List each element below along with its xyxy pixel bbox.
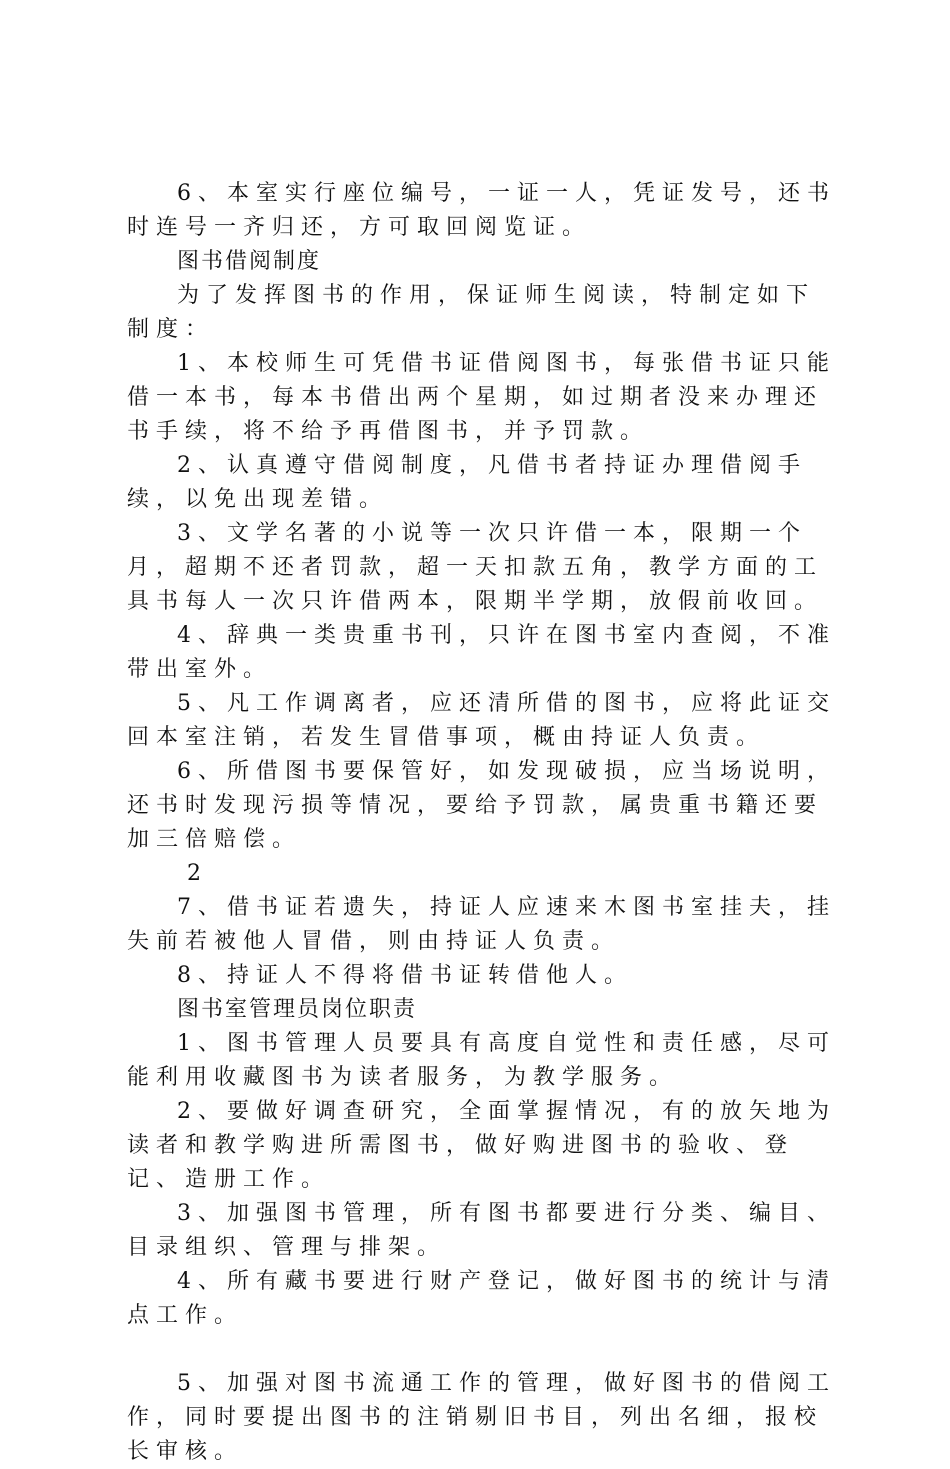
reading-room-rule-6: 6、本室实行座位编号，一证一人，凭证发号，还书时连号一齐归还，方可取回阅览证。 xyxy=(127,181,836,240)
section-heading-borrowing: 图书借阅制度 xyxy=(177,249,322,274)
borrowing-rule-4: 4、辞典一类贵重书刊，只许在图书室内查阅，不准带出室外。 xyxy=(127,623,836,682)
page-number: 2 xyxy=(187,861,201,886)
librarian-duty-5: 5、加强对图书流通工作的管理，做好图书的借阅工作，同时要提出图书的注销剔旧书目，列出名细，报校长审核。 xyxy=(127,1371,836,1464)
borrowing-rule-6: 6、所借图书要保管好，如发现破损，应当场说明，还书时发现污损等情况，要给予罚款，属贵重书籍还要加三倍赔偿。 xyxy=(127,759,836,852)
document-body xyxy=(127,177,837,1469)
paragraph-gap xyxy=(127,1333,837,1367)
librarian-duty-3: 3、加强图书管理，所有图书都要进行分类、编目、目录组织、管理与排架。 xyxy=(127,1201,836,1260)
borrowing-rule-7: 7、借书证若遗失，持证人应速来木图书室挂夫，挂失前若被他人冒借，则由持证人负责。 xyxy=(127,895,836,954)
librarian-duty-2: 2、要做好调查研究，全面掌握情况，有的放矢地为读者和教学购进所需图书，做好购进图书的验收、登记、造册工作。 xyxy=(127,1099,836,1192)
borrowing-intro: 为了发挥图书的作用，保证师生阅读，特制定如下制度： xyxy=(127,283,816,342)
librarian-duty-1: 1、图书管理人员要具有高度自觉性和责任感，尽可能利用收藏图书为读者服务，为教学服务。 xyxy=(127,1031,836,1090)
borrowing-rule-3: 3、文学名著的小说等一次只许借一本，限期一个月，超期不还者罚款，超一天扣款五角，教学方面的工具书每人一次只许借两本，限期半学期，放假前收回。 xyxy=(127,521,824,614)
borrowing-rule-2: 2、认真遵守借阅制度，凡借书者持证办理借阅手续，以免出现差错。 xyxy=(127,453,807,512)
librarian-duty-4: 4、所有藏书要进行财产登记，做好图书的统计与清点工作。 xyxy=(127,1269,836,1328)
borrowing-rule-8: 8、持证人不得将借书证转借他人。 xyxy=(177,963,633,988)
borrowing-rule-5: 5、凡工作调离者，应还清所借的图书，应将此证交回本室注销，若发生冒借事项，概由持证人负责。 xyxy=(127,691,836,750)
section-heading-librarian: 图书室管理员岗位职责 xyxy=(177,997,418,1022)
borrowing-rule-1: 1、本校师生可凭借书证借阅图书，每张借书证只能借一本书，每本书借出两个星期，如过期者没来办理还书手续，将不给予再借图书，并予罚款。 xyxy=(127,351,836,444)
